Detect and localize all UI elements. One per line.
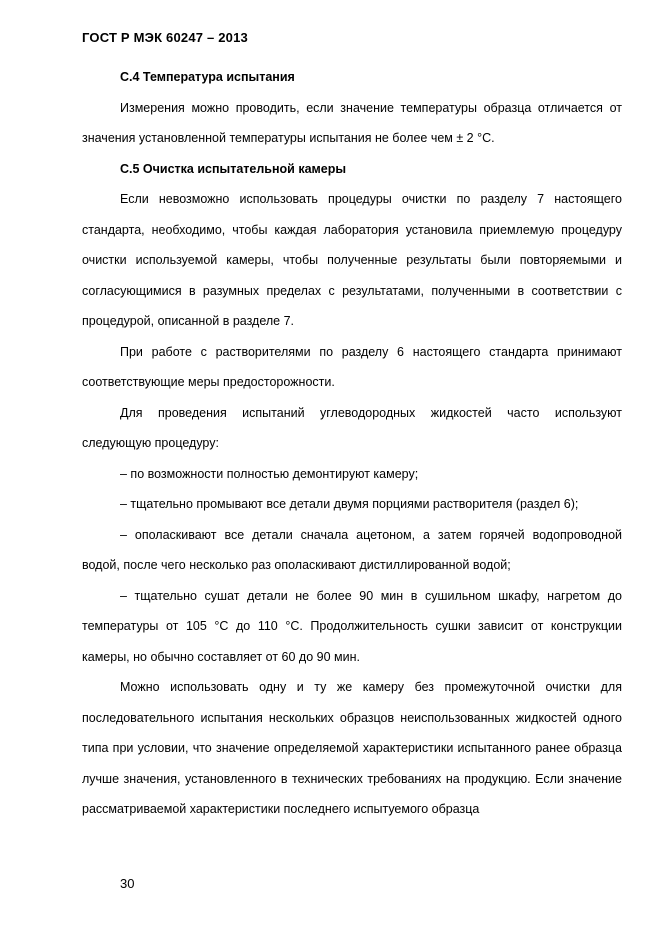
section-heading-c5: С.5 Очистка испытательной камеры	[120, 161, 347, 176]
paragraph: Для проведения испытаний углеводородных жидкостей часто используют следующую процедуру:	[82, 405, 622, 450]
list-item: – по возможности полностью демонтируют камеру;	[120, 466, 419, 481]
paragraph: Можно использовать одну и ту же камеру без промежуточной очистки для последовательного испытания нескольких образцов неиспользованных жидкостей одного типа при условии, что значение определяемой характеристики испытанного ранее образца лучше значения, установленного в технических требованиях на продукцию. Если значение рассматриваемой характеристики последнего испытуемого образца	[82, 680, 622, 816]
section-heading-c4: С.4 Температура испытания	[120, 70, 295, 84]
list-item: – ополаскивают все детали сначала ацетоном, а затем горячей водопроводной водой, после чего несколько раз ополаскивают дистиллированной водой;	[82, 527, 622, 572]
page-number: 30	[120, 876, 135, 891]
paragraph: Если невозможно использовать процедуры очистки по разделу 7 настоящего стандарта, необходимо, чтобы каждая лаборатория установила приемлемую процедуру очистки используемой камеры, чтобы полученные результаты были повторяемыми и согласующимися в разумных пределах с результатами, полученными в соответствии с процедурой, описанной в разделе 7.	[82, 192, 622, 328]
document-header: ГОСТ Р МЭК 60247 – 2013	[82, 30, 248, 45]
paragraph: Измерения можно проводить, если значение температуры образца отличается от значения установленной температуры испытания не более чем ± 2 °С.	[82, 100, 622, 145]
document-body	[82, 62, 622, 825]
list-item: – тщательно сушат детали не более 90 мин в сушильном шкафу, нагретом до температуры от 105 °С до 110 °С. Продолжительность сушки зависит от конструкции камеры, но обычно составляет от 60 до 90 мин.	[82, 588, 622, 664]
paragraph: При работе с растворителями по разделу 6 настоящего стандарта принимают соответствующие меры предосторожности.	[82, 344, 622, 389]
list-item: – тщательно промывают все детали двумя порциями растворителя (раздел 6);	[120, 497, 579, 511]
